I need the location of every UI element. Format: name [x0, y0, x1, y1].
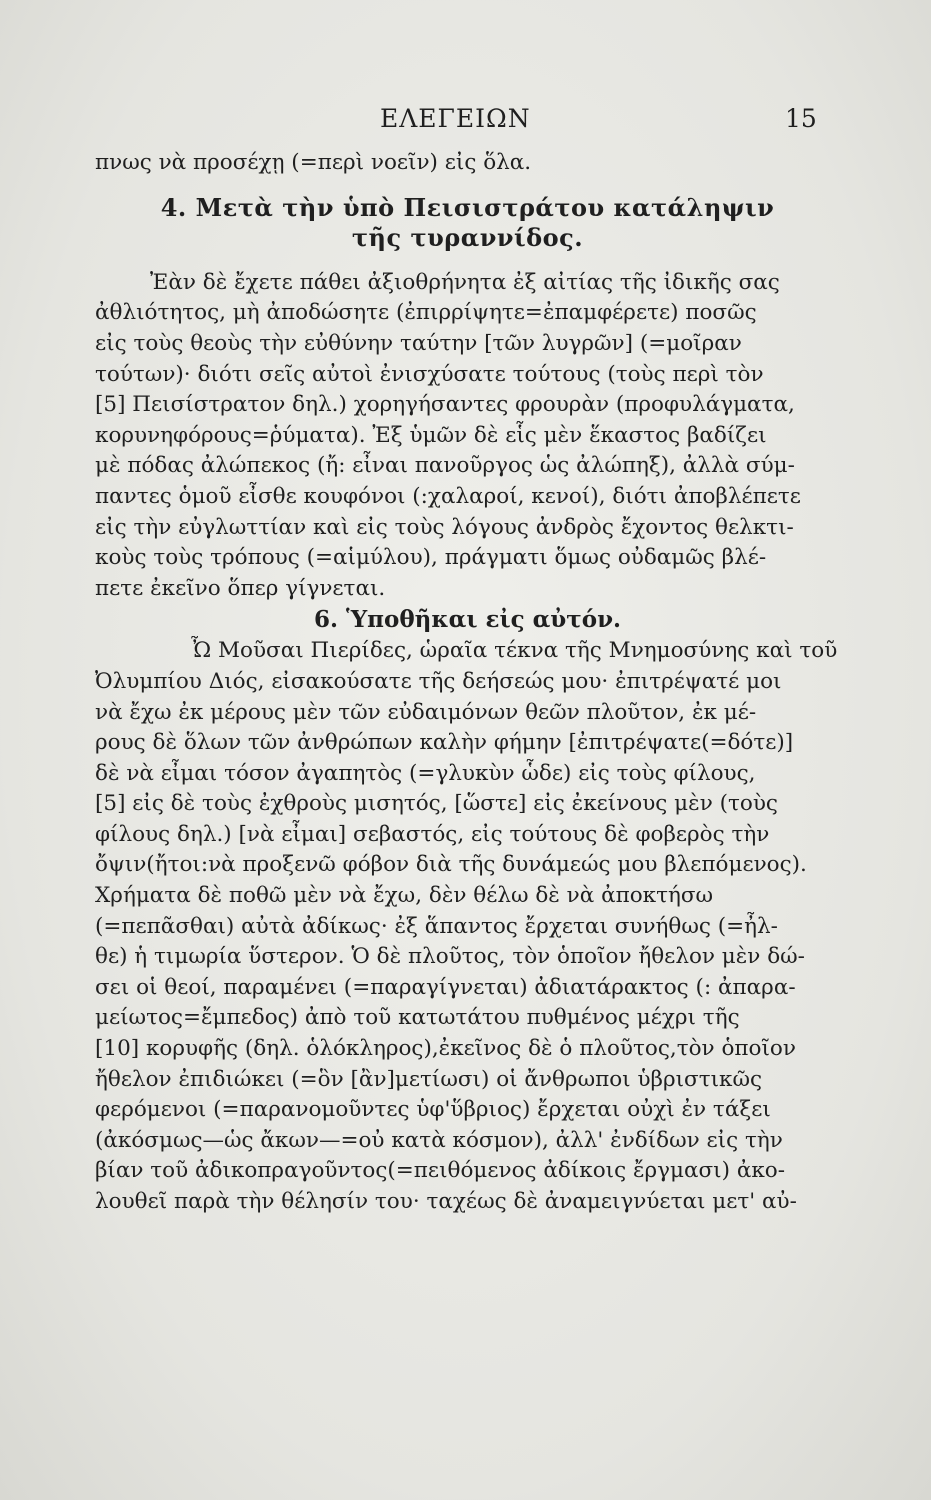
section-heading-4: 4. Μετὰ τὴν ὑπὸ Πεισιστράτου κατάληψιν: [160, 192, 775, 222]
text-line: θε) ἡ τιμωρία ὕστερον. Ὁ δὲ πλοῦτος, τὸν ὁποῖον ἤθελον μὲν δώ-: [95, 944, 805, 970]
text-line: [10] κορυφῆς (δηλ. ὁλόκληρος),ἐκεῖνος δὲ ὁ πλοῦτος,τὸν ὁποῖον: [95, 1036, 796, 1062]
text-line: δὲ νὰ εἶμαι τόσον ἀγαπητὸς (=γλυκὺν ὧδε) εἰς τοὺς φίλους,: [95, 760, 756, 786]
text-line: ἤθελον ἐπιδιώκει (=ὃν [ἂν]μετίωσι) οἱ ἄνθρωποι ὑβριστικῶς: [95, 1066, 763, 1092]
paragraph-first-line: Ὦ Μοῦσαι Πιερίδες, ὡραῖα τέκνα τῆς Μνημοσύνης καὶ τοῦ: [191, 638, 838, 664]
text-line: [5] Πεισίστρατον δηλ.) χορηγήσαντες φρουρὰν (προφυλάγματα,: [95, 392, 795, 418]
text-line: φίλους δηλ.) [νὰ εἶμαι] σεβαστός, εἰς τούτους δὲ φοβερὸς τὴν: [95, 821, 770, 847]
text-line: Ὀλυμπίου Διός, εἰσακούσατε τῆς δεήσεώς μου· ἐπιτρέψατέ μοι: [95, 668, 782, 694]
text-line: βίαν τοῦ ἀδικοπραγοῦντος(=πειθόμενος ἀδίκοις ἔργμασι) ἀκο-: [95, 1158, 785, 1184]
text-line: κοὺς τοὺς τρόπους (=αἱμύλου), πράγματι ὅμως οὐδαμῶς βλέ-: [95, 545, 767, 571]
text-line: πνως νὰ προσέχῃ (=περὶ νοεῖν) εἰς ὅλα.: [95, 150, 532, 175]
text-line: μείωτος=ἔμπεδος) ἀπὸ τοῦ κατωτάτου πυθμένος μέχρι τῆς: [95, 1005, 740, 1031]
text-line: μὲ πόδας ἀλώπεκος (ἤ: εἶναι πανοῦργος ὡς ἀλώπηξ), ἀλλὰ σύμ-: [95, 453, 795, 479]
section-heading-6: 6. Ὑποθῆκαι εἰς αὐτόν.: [313, 606, 622, 634]
text-line: ὄψιν(ἤτοι:νὰ προξενῶ φόβον διὰ τῆς δυνάμεώς μου βλεπόμενος).: [95, 852, 807, 878]
body-text: [95, 148, 840, 1218]
text-line: τούτων)· διότι σεῖς αὐτοὶ ἐνισχύσατε τούτους (τοὺς περὶ τὸν: [95, 361, 764, 387]
text-line: φερόμενοι (=παρανομοῦντες ὑφ'ὕβριος) ἔρχεται οὐχὶ ἐν τάξει: [95, 1097, 771, 1123]
paragraph-first-line: Ἐὰν δὲ ἔχετε πάθει ἀξιοθρήνητα ἐξ αἰτίας τῆς ἰδικῆς σας: [150, 269, 780, 295]
text-line: ρους δὲ ὅλων τῶν ἀνθρώπων καλὴν φήμην [ἐπιτρέψατε(=δότε)]: [95, 730, 794, 756]
page-header: [0, 100, 931, 140]
text-line: λουθεῖ παρὰ τὴν θέλησίν του· ταχέως δὲ ἀναμειγνύεται μετ' αὐ-: [95, 1189, 797, 1214]
text-line: σει οἱ θεοί, παραμένει (=παραγίγνεται) ἀδιατάρακτος (: ἀπαρα-: [95, 974, 796, 1000]
text-line: νὰ ἔχω ἐκ μέρους μὲν τῶν εὐδαιμόνων θεῶν πλοῦτον, ἐκ μέ-: [95, 699, 757, 725]
text-line: εἰς τοὺς θεοὺς τὴν εὐθύνην ταύτην [τῶν λυγρῶν] (=μοῖραν: [95, 330, 742, 356]
text-line: Χρήματα δὲ ποθῶ μὲν νὰ ἔχω, δὲν θέλω δὲ νὰ ἀποκτήσω: [95, 883, 714, 909]
text-line: (=πεπᾶσθαι) αὐτὰ ἀδίκως· ἐξ ἅπαντος ἔρχεται συνήθως (=ἦλ-: [95, 913, 778, 939]
text-line: κορυνηφόρους=ῥύματα). Ἐξ ὑμῶν δὲ εἷς μὲν ἕκαστος βαδίζει: [95, 422, 767, 448]
text-line: πετε ἐκεῖνο ὅπερ γίγνεται.: [95, 575, 386, 601]
page-number: 15: [785, 104, 817, 133]
running-title: ΕΛΕΓΕΙΩΝ: [380, 104, 531, 133]
text-line: ἀθλιότητος, μὴ ἀποδώσητε (ἐπιρρίψητε=ἐπαμφέρετε) ποσῶς: [95, 300, 757, 326]
text-line: [5] εἰς δὲ τοὺς ἐχθροὺς μισητός, [ὥστε] εἰς ἐκείνους μὲν (τοὺς: [95, 791, 778, 817]
text-line: (ἀκόσμως—ὡς ἄκων—=οὐ κατὰ κόσμον), ἀλλ' ἐνδίδων εἰς τὴν: [95, 1127, 783, 1153]
text-line: παντες ὁμοῦ εἶσθε κουφόνοι (:χαλαροί, κενοί), διότι ἀποβλέπετε: [95, 483, 801, 509]
section-heading-4-continued: τῆς τυραννίδος.: [351, 223, 584, 253]
text-line: εἰς τὴν εὐγλωττίαν καὶ εἰς τοὺς λόγους ἀνδρὸς ἔχοντος θελκτι-: [95, 514, 794, 540]
